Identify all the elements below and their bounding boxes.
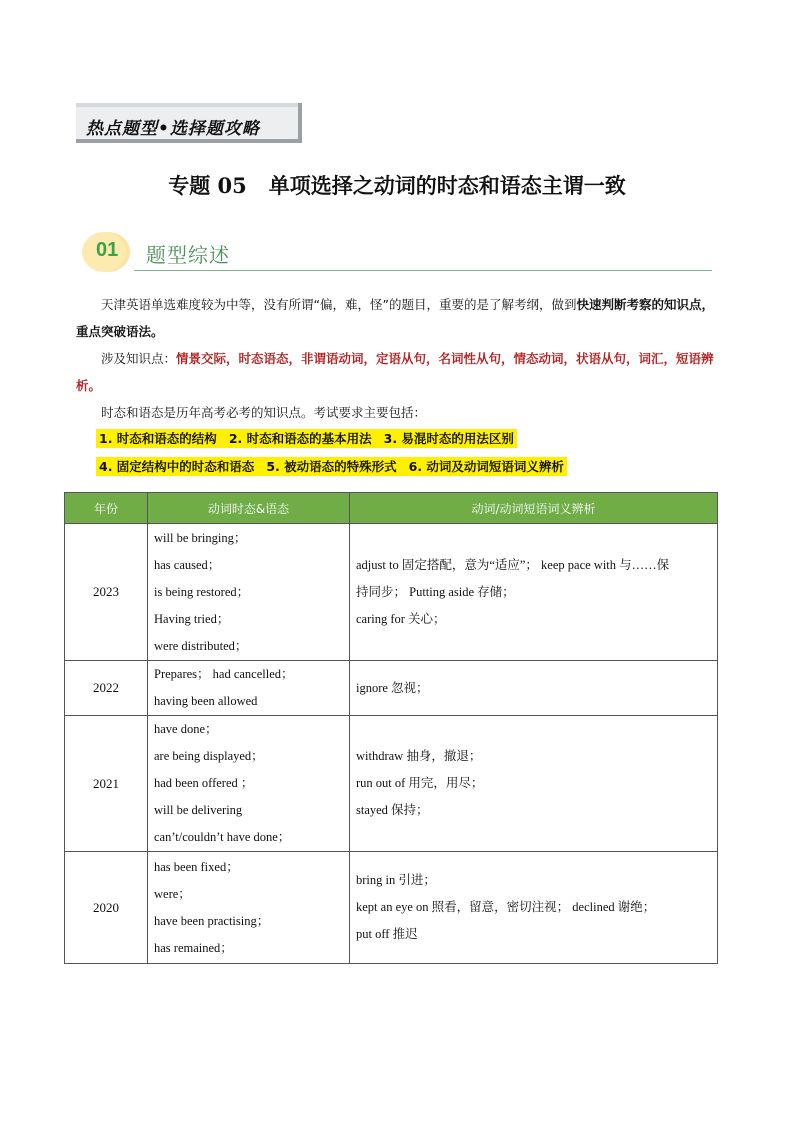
- table-row: [65, 661, 718, 716]
- meaning-item: caring for 关心；: [356, 611, 446, 626]
- meaning-item: put off 推迟: [356, 927, 418, 941]
- requirement-item: 5. 被动语态的特殊形式: [266, 459, 397, 474]
- table-row: [65, 716, 718, 852]
- tense-cell: [148, 852, 350, 964]
- table-row: [65, 852, 718, 964]
- tense-item: were；: [154, 886, 191, 901]
- page-title-text: 单项选择之动词的时态和语态主谓一致: [268, 174, 626, 198]
- table-row: [65, 524, 718, 661]
- tense-item: were distributed；: [154, 638, 248, 653]
- requirement-item: 2. 时态和语态的基本用法: [228, 431, 372, 446]
- tense-item: are being displayed；: [154, 749, 264, 763]
- column-header-tense: 动词时态&语态: [148, 493, 350, 524]
- meaning-item: kept an eye on 照看，留意，密切注视； declined 谢绝；: [356, 900, 656, 914]
- tense-item: having been allowed: [154, 694, 258, 708]
- meaning-cell: [350, 661, 718, 716]
- tense-cell: [148, 524, 350, 661]
- tense-item: had been offered ；: [154, 776, 254, 790]
- page-title: [0, 170, 794, 200]
- year-cell: 2020: [65, 852, 148, 964]
- meaning-cell: [350, 524, 718, 661]
- tense-item: can’t/couldn’t have done；: [154, 830, 291, 844]
- topic-tag: [76, 103, 302, 143]
- tense-cell: [148, 716, 350, 852]
- tense-item: Prepares； had cancelled；: [154, 667, 294, 681]
- meaning-cell: [350, 716, 718, 852]
- section-number: 01: [96, 239, 119, 261]
- intro-paragraph-1: [76, 291, 722, 345]
- exam-summary-table: [64, 492, 718, 964]
- meaning-item: 持同步； Putting aside 存储；: [356, 584, 515, 599]
- requirements-line-1: [96, 429, 517, 449]
- section-divider: [134, 270, 712, 271]
- table-header-row: [65, 493, 718, 524]
- column-header-meaning: 动词/动词短语词义辨析: [350, 493, 718, 524]
- tense-item: is being restored；: [154, 584, 250, 599]
- year-cell: 2022: [65, 661, 148, 716]
- tense-item: have been practising；: [154, 913, 270, 928]
- requirements-line-2: [96, 457, 567, 477]
- intro-p1-text: 天津英语单选难度较为中等，没有所谓“偏，难，怪”的题目，重要的是了解考纲，做到: [101, 297, 577, 312]
- meaning-cell: [350, 852, 718, 964]
- intro-p2-topics: 情景交际，时态语态，非谓语动词，定语从句，名词性从句，情态动词，状语从句，词汇，短语辨析。: [76, 351, 714, 393]
- meaning-item: adjust to 固定搭配，意为“适应”； keep pace with 与……保: [356, 557, 670, 572]
- requirements-highlight-2: [96, 457, 567, 476]
- column-header-year: 年份: [65, 493, 148, 524]
- requirements-highlight-1: [96, 429, 517, 448]
- year-cell: 2021: [65, 716, 148, 852]
- tense-item: has been fixed；: [154, 859, 239, 874]
- tense-item: will be delivering: [154, 803, 243, 817]
- section-title: 题型综述: [146, 243, 230, 267]
- topic-tag-label: 热点题型•选择题攻略: [86, 119, 260, 139]
- requirement-item: 3. 易混时态的用法区别: [383, 431, 514, 446]
- tense-item: has caused；: [154, 557, 221, 572]
- requirement-item: 1. 时态和语态的结构: [99, 431, 217, 446]
- tense-item: have done；: [154, 722, 218, 736]
- tense-cell: [148, 661, 350, 716]
- intro-p2-label: 涉及知识点：: [101, 351, 177, 366]
- intro-paragraph-3: 时态和语态是历年高考必考的知识点。考试要求主要包括：: [101, 405, 427, 420]
- requirement-item: 4. 固定结构中的时态和语态: [99, 459, 255, 474]
- tense-item: will be bringing；: [154, 530, 247, 545]
- requirement-item: 6. 动词及动词短语词义辨析: [408, 459, 564, 474]
- meaning-item: withdraw 抽身，撤退；: [356, 749, 482, 763]
- section-heading: [82, 230, 712, 274]
- meaning-item: ignore 忽视；: [356, 680, 429, 695]
- year-cell: 2023: [65, 524, 148, 661]
- meaning-item: run out of 用完，用尽；: [356, 776, 484, 790]
- intro-p1-emphasis: 快速判断考察的知识点，重点突破语法。: [76, 297, 714, 339]
- page-title-number: 专题 05: [168, 173, 247, 198]
- meaning-item: bring in 引进；: [356, 873, 436, 887]
- tense-item: Having tried；: [154, 611, 230, 626]
- tense-item: has remained；: [154, 940, 233, 955]
- intro-paragraph-2: [76, 345, 722, 399]
- meaning-item: stayed 保持；: [356, 803, 429, 817]
